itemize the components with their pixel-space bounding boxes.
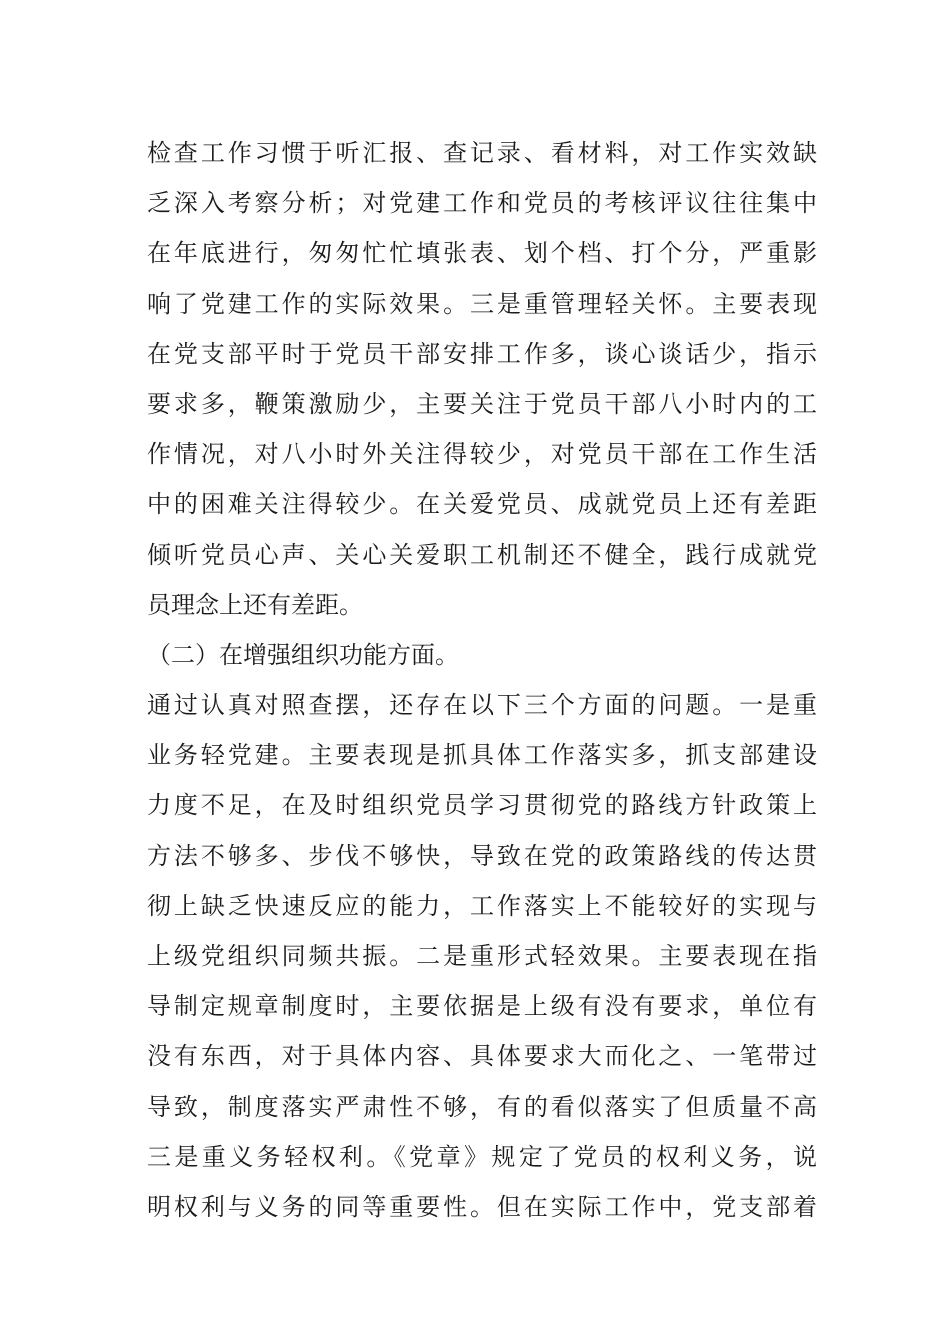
text-line-20: 导致，制度落实严肃性不够，有的看似落实了但质量不高	[147, 1092, 817, 1121]
text-line-14: 力度不足，在及时组织党员学习贯彻党的路线方针政策上	[147, 791, 817, 820]
text-line-19: 没有东西，对于具体内容、具体要求大而化之、一笔带过	[147, 1042, 817, 1071]
text-line-22: 明权利与义务的同等重要性。但在实际工作中，党支部着	[147, 1192, 817, 1221]
text-line-6: 要求多，鞭策激励少，主要关注于党员干部八小时内的工	[147, 389, 817, 418]
body-text	[147, 128, 817, 1232]
text-line-15: 方法不够多、步伐不够快，导致在党的政策路线的传达贯	[147, 841, 817, 870]
text-line-21: 三是重义务轻权利。《党章》规定了党员的权利义务，说	[147, 1142, 817, 1171]
text-line-12: 通过认真对照查摆，还存在以下三个方面的问题。一是重	[147, 691, 817, 720]
text-line-13: 业务轻党建。主要表现是抓具体工作落实多，抓支部建设	[147, 741, 817, 770]
text-line-16: 彻上缺乏快速反应的能力，工作落实上不能较好的实现与	[147, 891, 817, 920]
text-line-3: 在年底进行，匆匆忙忙填张表、划个档、打个分，严重影	[147, 239, 817, 268]
text-line-9: 倾听党员心声、关心关爱职工机制还不健全，践行成就党	[147, 540, 817, 569]
text-line-17: 上级党组织同频共振。二是重形式轻效果。主要表现在指	[147, 942, 817, 970]
text-line-1: 检查工作习惯于听汇报、查记录、看材料，对工作实效缺	[147, 139, 817, 167]
text-line-5: 在党支部平时于党员干部安排工作多，谈心谈话少，指示	[147, 339, 817, 368]
text-line-8: 中的困难关注得较少。在关爱党员、成就党员上还有差距	[147, 490, 817, 519]
text-line-2: 乏深入考察分析；对党建工作和党员的考核评议往往集中	[147, 189, 817, 218]
text-line-4: 响了党建工作的实际效果。三是重管理轻关怀。主要表现	[147, 289, 817, 318]
text-line-7: 作情况，对八小时外关注得较少，对党员干部在工作生活	[147, 440, 817, 469]
text-line-10: 员理念上还有差距。	[147, 590, 363, 619]
text-line-18: 导制定规章制度时，主要依据是上级有没有要求，单位有	[147, 992, 817, 1021]
section-heading: （二）在增强组织功能方面。	[147, 640, 459, 669]
